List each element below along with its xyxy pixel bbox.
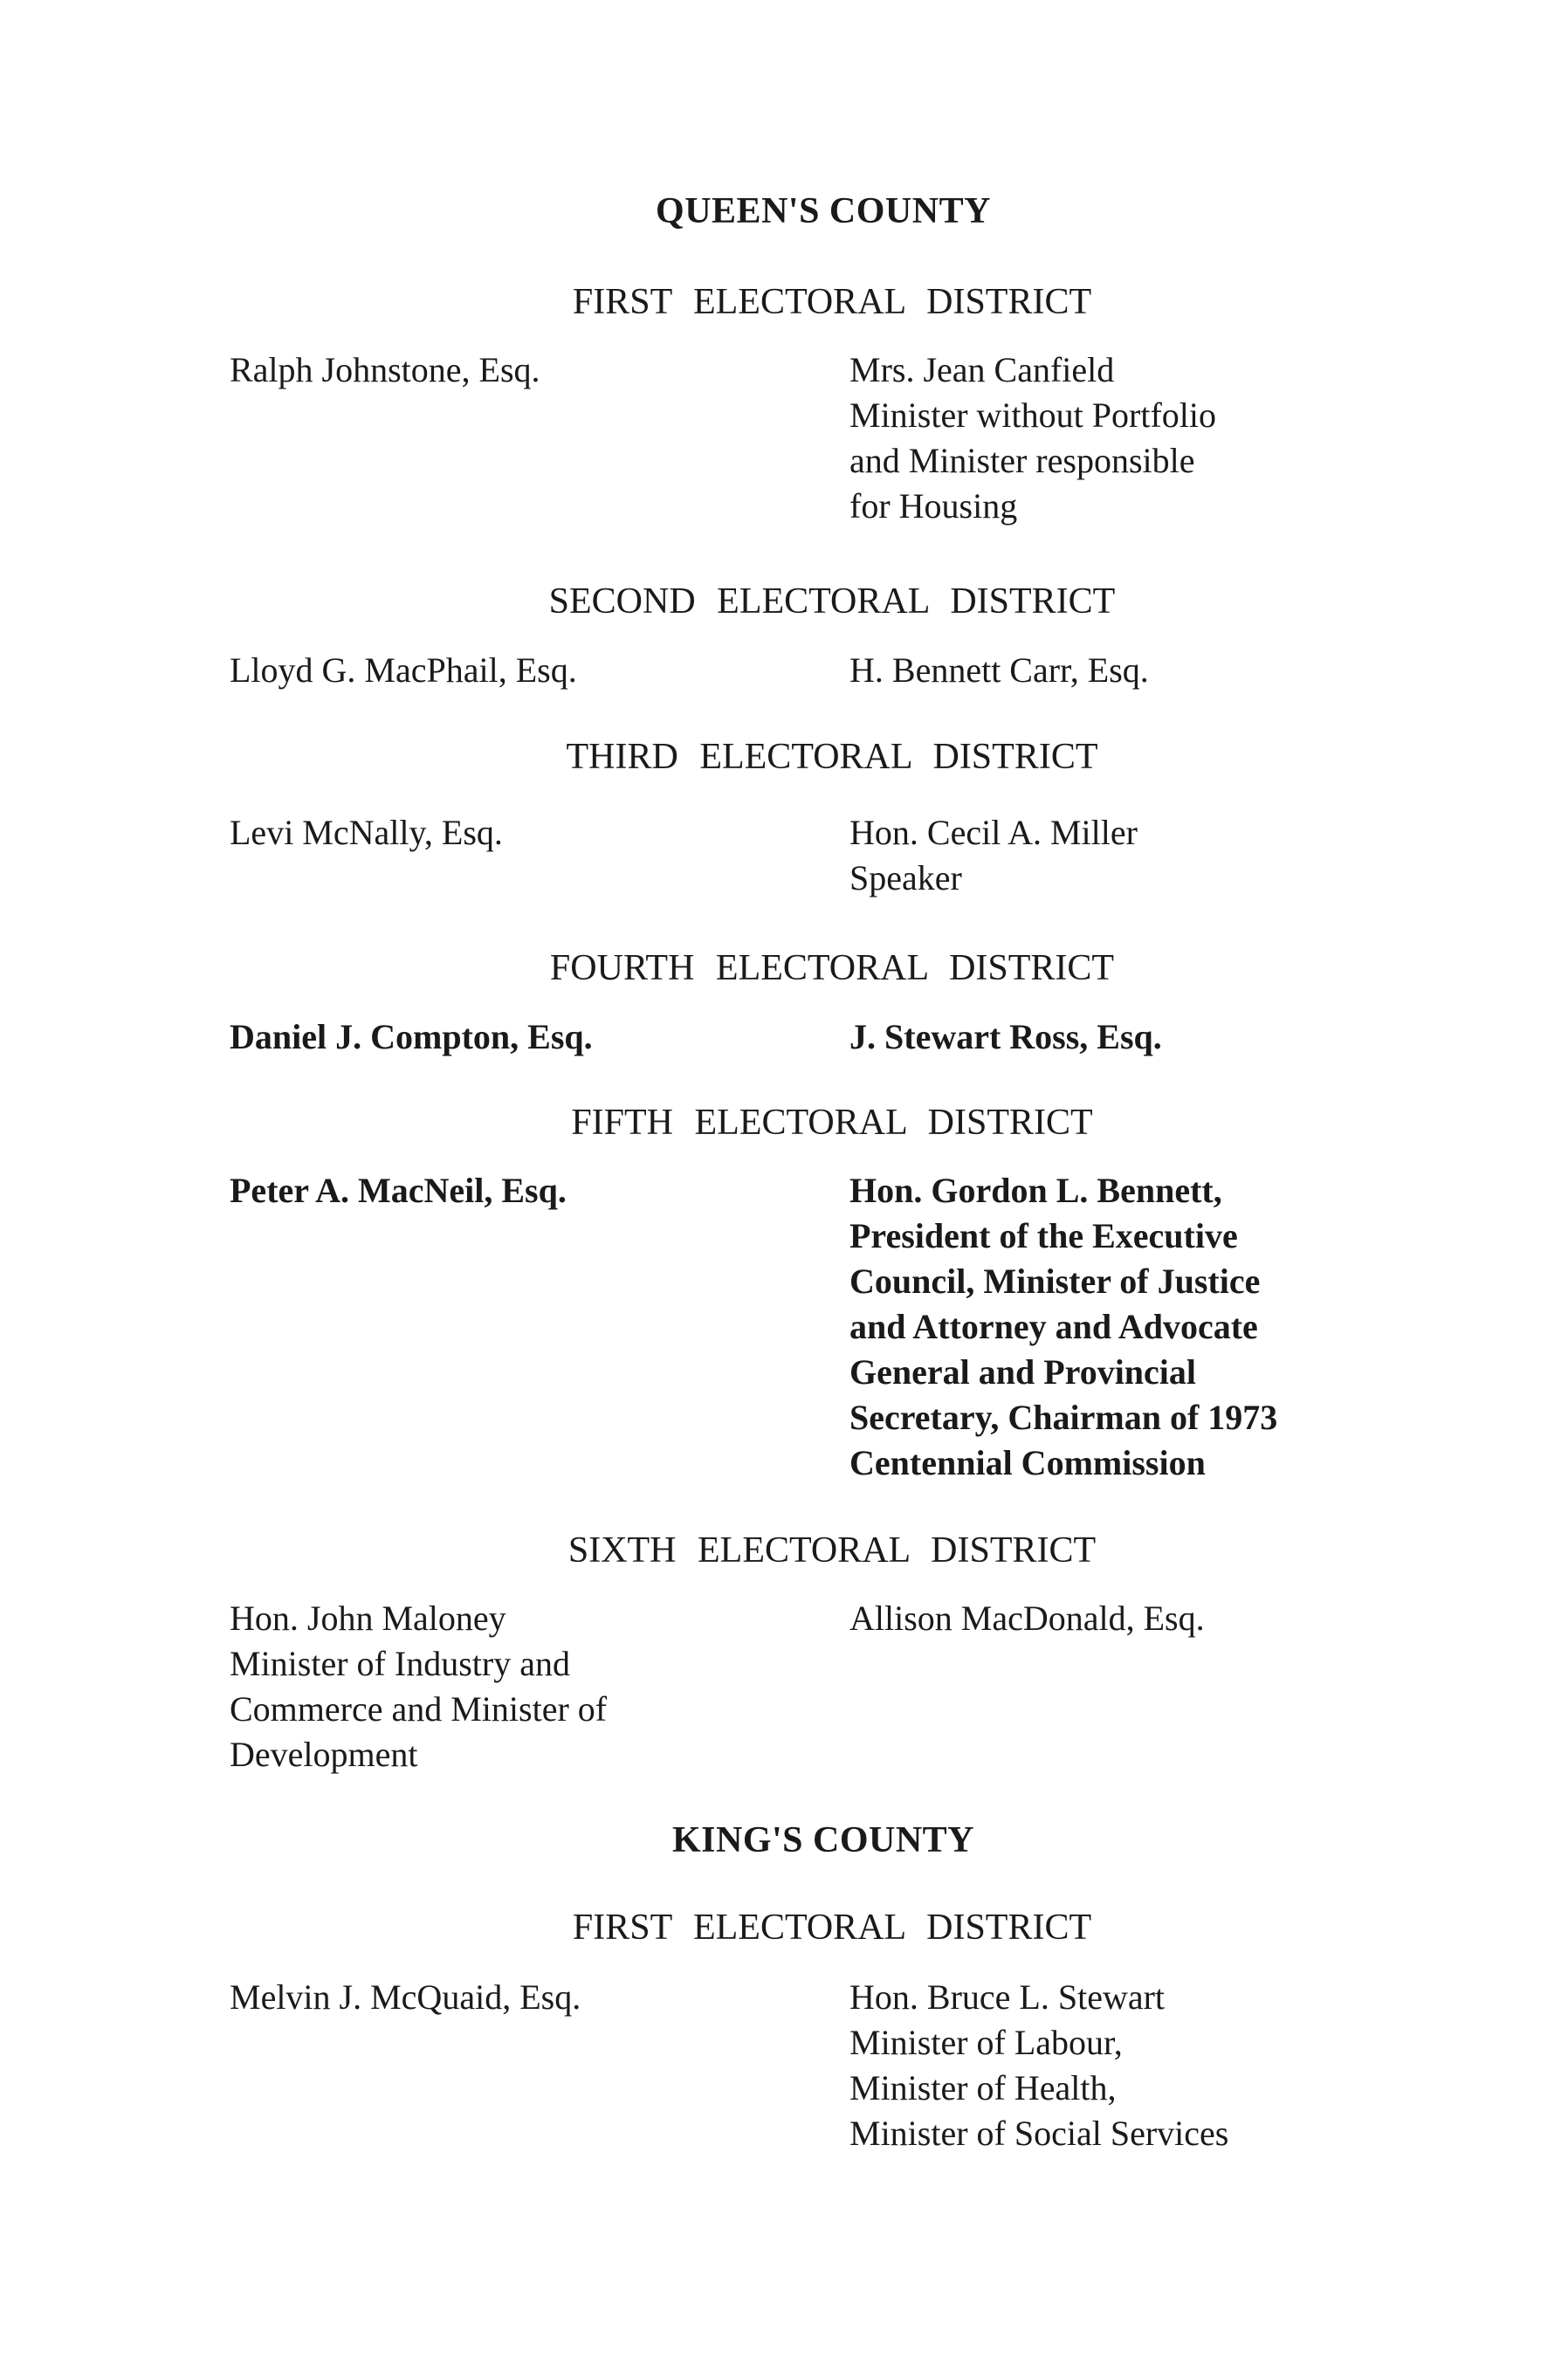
member-line: Minister of Health, [849,2068,1117,2107]
member-line: Secretary, Chairman of 1973 [849,1398,1278,1437]
member-left-queens-5 [230,1168,771,1214]
member-line: Allison MacDonald, Esq. [849,1599,1205,1638]
member-line: and Minister responsible [849,441,1195,480]
district-heading-queens-5: FIFTH ELECTORAL DISTRICT [571,1103,1093,1143]
member-right-queens-3 [849,810,1478,901]
member-line: J. Stewart Ross, Esq. [849,1017,1162,1056]
member-line: Levi McNally, Esq. [230,813,503,852]
member-line: Minister of Social Services [849,2114,1229,2153]
member-left-queens-4 [230,1014,771,1060]
district-heading-queens-1: FIRST ELECTORAL DISTRICT [572,282,1092,322]
member-line: Melvin J. McQuaid, Esq. [230,1977,581,2017]
district-heading-queens-4: FOURTH ELECTORAL DISTRICT [549,948,1115,988]
member-left-queens-1 [230,347,771,393]
member-line: Mrs. Jean Canfield [849,350,1115,389]
member-line: Peter A. MacNeil, Esq. [230,1171,567,1210]
member-right-queens-2 [849,648,1478,693]
member-line: Hon. Gordon L. Bennett, [849,1171,1222,1210]
district-heading-queens-3: THIRD ELECTORAL DISTRICT [566,737,1098,777]
member-right-queens-4 [849,1014,1478,1060]
member-left-kings-1 [230,1975,771,2020]
member-line: Daniel J. Compton, Esq. [230,1017,593,1056]
member-right-queens-1 [849,347,1478,529]
member-line: Speaker [849,858,962,897]
district-heading-queens-2: SECOND ELECTORAL DISTRICT [548,581,1116,622]
member-line: General and Provincial [849,1352,1197,1392]
member-line: Minister of Labour, [849,2023,1123,2062]
member-line: and Attorney and Advocate [849,1307,1258,1346]
county-title-queens: QUEEN'S COUNTY [656,191,991,231]
member-line: Hon. John Maloney [230,1599,506,1638]
member-line: Hon. Bruce L. Stewart [849,1977,1166,2017]
member-left-queens-6 [230,1596,771,1777]
member-left-queens-3 [230,810,771,856]
member-line: Minister of Industry and [230,1644,570,1683]
member-left-queens-2 [230,648,771,693]
member-right-kings-1 [849,1975,1478,2156]
member-right-queens-6 [849,1596,1478,1641]
member-line: President of the Executive [849,1216,1238,1255]
district-heading-queens-6: SIXTH ELECTORAL DISTRICT [567,1530,1097,1571]
district-heading-kings-1: FIRST ELECTORAL DISTRICT [572,1908,1092,1948]
member-right-queens-5 [849,1168,1478,1486]
member-line: Lloyd G. MacPhail, Esq. [230,650,577,690]
member-line: Minister without Portfolio [849,395,1216,435]
member-line: Hon. Cecil A. Miller [849,813,1138,852]
member-line: Ralph Johnstone, Esq. [230,350,540,389]
member-line: for Housing [849,486,1018,526]
member-line: H. Bennett Carr, Esq. [849,650,1149,690]
member-line: Development [230,1735,418,1774]
member-line: Council, Minister of Justice [849,1262,1261,1301]
member-line: Commerce and Minister of [230,1689,608,1729]
member-line: Centennial Commission [849,1443,1206,1482]
county-title-kings: KING'S COUNTY [671,1820,975,1860]
